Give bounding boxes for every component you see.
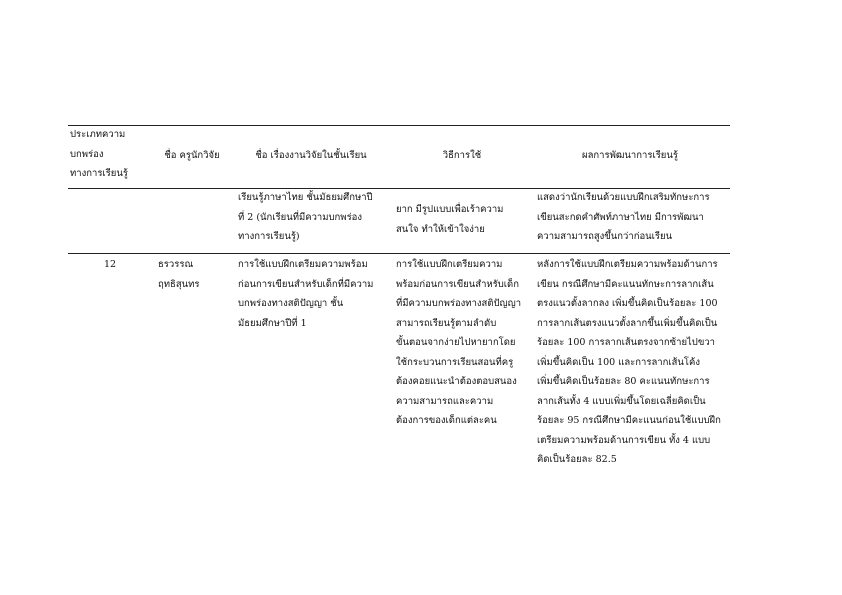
- header-type-line: บกพร่อง: [70, 148, 104, 160]
- header-type: [70, 125, 150, 184]
- row2-title-line: บกพร่องทางสติปัญญา ชั้น: [238, 298, 344, 309]
- row2-method-line: ความสามารถและความ: [396, 395, 494, 407]
- row2-method-line: ที่มีความบกพร่องทางสติปัญญา: [396, 298, 522, 309]
- header-type-line: ทางการเรียนรู้: [70, 168, 128, 179]
- row1-title-line: เรียนรู้ภาษาไทย ชั้นมัธยมศึกษาปี: [238, 192, 373, 203]
- row2-researcher: [158, 255, 233, 294]
- row2-result-line: การลากเส้นตรงแนวตั้งลากขึ้นเพิ่มขึ้นคิดเป็น: [537, 317, 718, 329]
- row2-result-line: ลากเส้นทั้ง 4 แบบเพิ่มขึ้นโดยเฉลี่ยคิดเป็น: [537, 395, 706, 407]
- row2-method-line: สามารถเรียนรู้ตามลำดับ: [396, 317, 497, 329]
- header-type-line: ประเภทความ: [70, 129, 126, 140]
- row2-result-line: ตรงแนวตั้งลากลง เพิ่มขึ้นคิดเป็นร้อยละ 100: [537, 298, 718, 309]
- row1-result: [537, 188, 732, 247]
- row2-result-line: เพิ่มขึ้นคิดเป็น 100 และการลากเส้นโค้ง: [537, 356, 701, 368]
- row2-result-line: หลังการใช้แบบฝึกเตรียมความพร้อมด้านการ: [537, 259, 718, 270]
- row2-title-line: ก่อนการเขียนสำหรับเด็กที่มีความ: [238, 278, 374, 290]
- row2-researcher-line: ธรวรรณ: [158, 259, 194, 270]
- row2-result-line: เขียน กรณีศึกษามีคะแนนทักษะการลากเส้น: [537, 278, 714, 290]
- row1-method-line: ยาก มีรูปแบบเพื่อเร้าความ: [396, 204, 504, 215]
- row1-result-line: แสดงว่านักเรียนด้วยแบบฝึกเสริมทักษะการ: [537, 192, 710, 203]
- row2-method-line: การใช้แบบฝึกเตรียมความ: [396, 259, 503, 270]
- table-top-rule: [68, 125, 730, 126]
- row2-method-line: ใช้กระบวนการเรียนสอนที่ครู: [396, 356, 514, 368]
- header-method: วิธีการใช้: [442, 150, 482, 161]
- row2-title-line: มัธยมศึกษาปีที่ 1: [238, 317, 307, 329]
- row2-result-line: ร้อยละ 100 การลากเส้นตรงจากซ้ายไปขวา: [537, 337, 715, 348]
- row-separator-rule: [68, 253, 730, 254]
- row2-result-line: เตรียมความพร้อมด้านการเขียน ทั้ง 4 แบบ: [537, 434, 711, 446]
- row2-method-line: พร้อมก่อนการเขียนสำหรับเด็ก: [396, 278, 519, 290]
- row2-method-line: ขั้นตอนจากง่ายไปหายากโดย: [396, 337, 516, 348]
- row1-title-line: ที่ 2 (นักเรียนที่มีความบกพร่อง: [238, 211, 363, 223]
- row2-result-line: เพิ่มขึ้นคิดเป็นร้อยละ 80 คะแนนทักษะการ: [537, 376, 710, 387]
- row1-title-line: ทางการเรียนรู้): [238, 231, 300, 242]
- row2-title: [238, 255, 393, 333]
- row2-number: 12: [103, 259, 117, 270]
- row1-title: [238, 188, 393, 247]
- row1-result-line: ความสามารถสูงขึ้นกว่าก่อนเรียน: [537, 231, 673, 242]
- header-researcher: ชื่อ ครูนักวิจัย: [164, 150, 220, 161]
- row1-result-line: เขียนสะกดคำศัพท์ภาษาไทย มีการพัฒนา: [537, 211, 704, 223]
- row2-researcher-line: ฤทธิสุนทร: [158, 278, 200, 290]
- row2-method-line: ต้องการของเด็กแต่ละคน: [396, 415, 497, 426]
- row1-method: [396, 200, 536, 239]
- row2-title-line: การใช้แบบฝึกเตรียมความพร้อม: [238, 259, 368, 270]
- row2-result-line: ร้อยละ 95 กรณีศึกษามีคะแนนก่อนใช้แบบฝึก: [537, 415, 721, 426]
- header-result: ผลการพัฒนาการเรียนรู้: [582, 150, 678, 161]
- row2-result-line: คิดเป็นร้อยละ 82.5: [537, 454, 617, 465]
- row1-method-line: สนใจ ทำให้เข้าใจง่าย: [396, 223, 485, 235]
- row2-method-line: ต้องคอยแนะนำต้องตอบสนอง: [396, 376, 517, 387]
- row2-result: [537, 255, 732, 470]
- header-title: ชื่อ เรื่องงานวิจัยในชั้นเรียน: [255, 150, 367, 161]
- row2-method: [396, 255, 536, 431]
